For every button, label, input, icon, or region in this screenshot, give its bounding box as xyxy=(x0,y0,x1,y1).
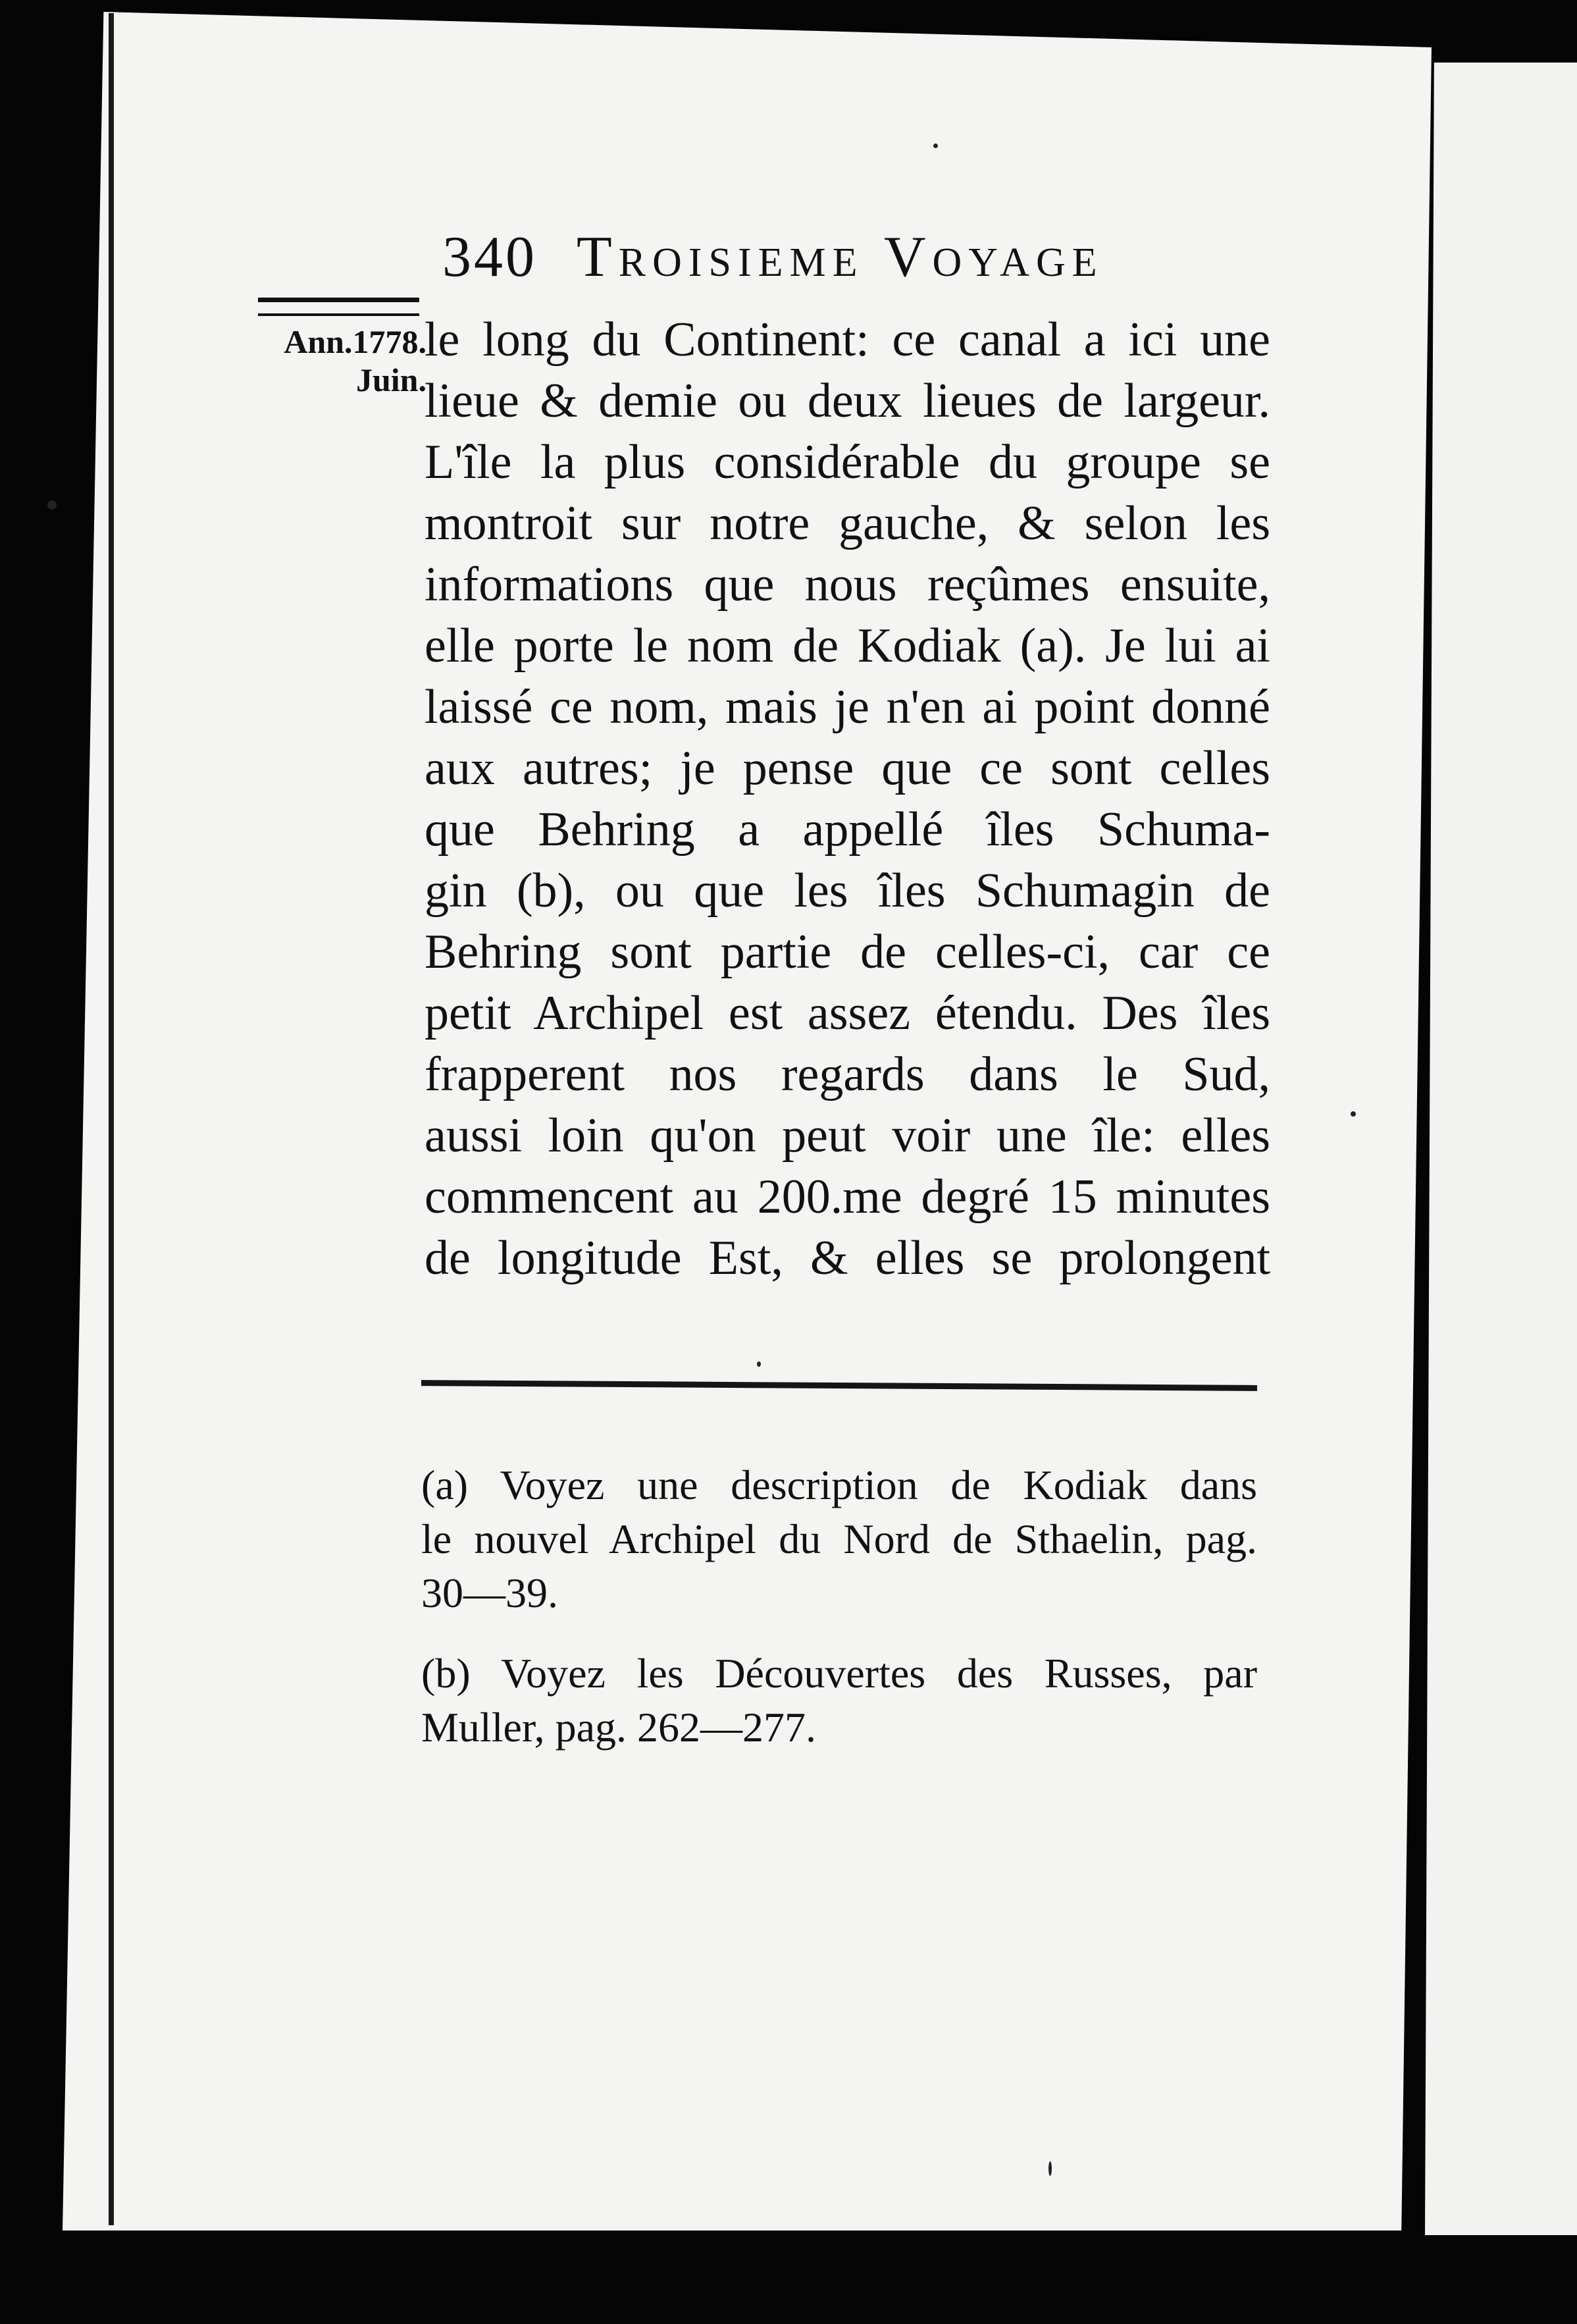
footnote-a xyxy=(421,1458,1257,1620)
body-line: aux autres; je pense que ce sont celles xyxy=(425,741,1270,795)
body-line: elle porte le nom de Kodiak (a). Je lui ai xyxy=(425,619,1270,673)
page-edge xyxy=(109,13,114,2225)
footnote-b xyxy=(421,1647,1257,1755)
body-text xyxy=(425,309,1270,1289)
footnote-line: le nouvel Archipel du Nord de Sthaelin, pag. xyxy=(421,1516,1257,1562)
body-line: commencent au 200.me degré 15 minutes xyxy=(425,1170,1270,1224)
page-number: 340 xyxy=(442,225,537,289)
body-line: le long du Continent: ce canal a ici une xyxy=(425,313,1270,367)
body-line: informations que nous reçûmes ensuite, xyxy=(425,558,1270,612)
running-title: Troisieme Voyage xyxy=(577,225,1104,289)
body-line: L'île la plus considérable du groupe se xyxy=(425,435,1270,489)
body-line: aussi loin qu'on peut voir une île: elles xyxy=(425,1109,1270,1163)
footnote-line: (b) Voyez les Découvertes des Russes, par xyxy=(421,1650,1257,1697)
ink-speck xyxy=(757,1361,761,1367)
body-line: de longitude Est, & elles se prolongent xyxy=(425,1231,1270,1285)
ink-speck xyxy=(1351,1111,1356,1117)
margin-rule xyxy=(258,298,419,316)
footnotes xyxy=(421,1458,1257,1755)
margin-note-year: Ann.1778. xyxy=(284,323,427,360)
body-line: laissé ce nom, mais je n'en ai point donné xyxy=(425,680,1270,734)
margin-note xyxy=(255,323,427,399)
ink-speck xyxy=(47,500,57,510)
body-line: Behring sont partie de celles-ci, car ce xyxy=(425,925,1270,979)
margin-note-month: Juin. xyxy=(355,361,427,398)
adjacent-page xyxy=(1425,63,1577,2235)
ink-speck xyxy=(1048,2161,1052,2176)
footnote-line: 30—39. xyxy=(421,1570,558,1616)
body-line: frapperent nos regards dans le Sud, xyxy=(425,1047,1270,1101)
body-line: lieue & demie ou deux lieues de largeur. xyxy=(425,374,1270,428)
body-line: montroit sur notre gauche, & selon les xyxy=(425,496,1270,550)
footnote-line: Muller, pag. 262—277. xyxy=(421,1704,817,1751)
body-line: petit Archipel est assez étendu. Des îles xyxy=(425,986,1270,1040)
body-line: que Behring a appellé îles Schuma- xyxy=(425,803,1270,857)
ink-speck xyxy=(933,144,938,148)
body-line: gin (b), ou que les îles Schumagin de xyxy=(425,864,1270,918)
footnote-line: (a) Voyez une description de Kodiak dans xyxy=(421,1462,1257,1508)
running-head xyxy=(442,224,1140,296)
